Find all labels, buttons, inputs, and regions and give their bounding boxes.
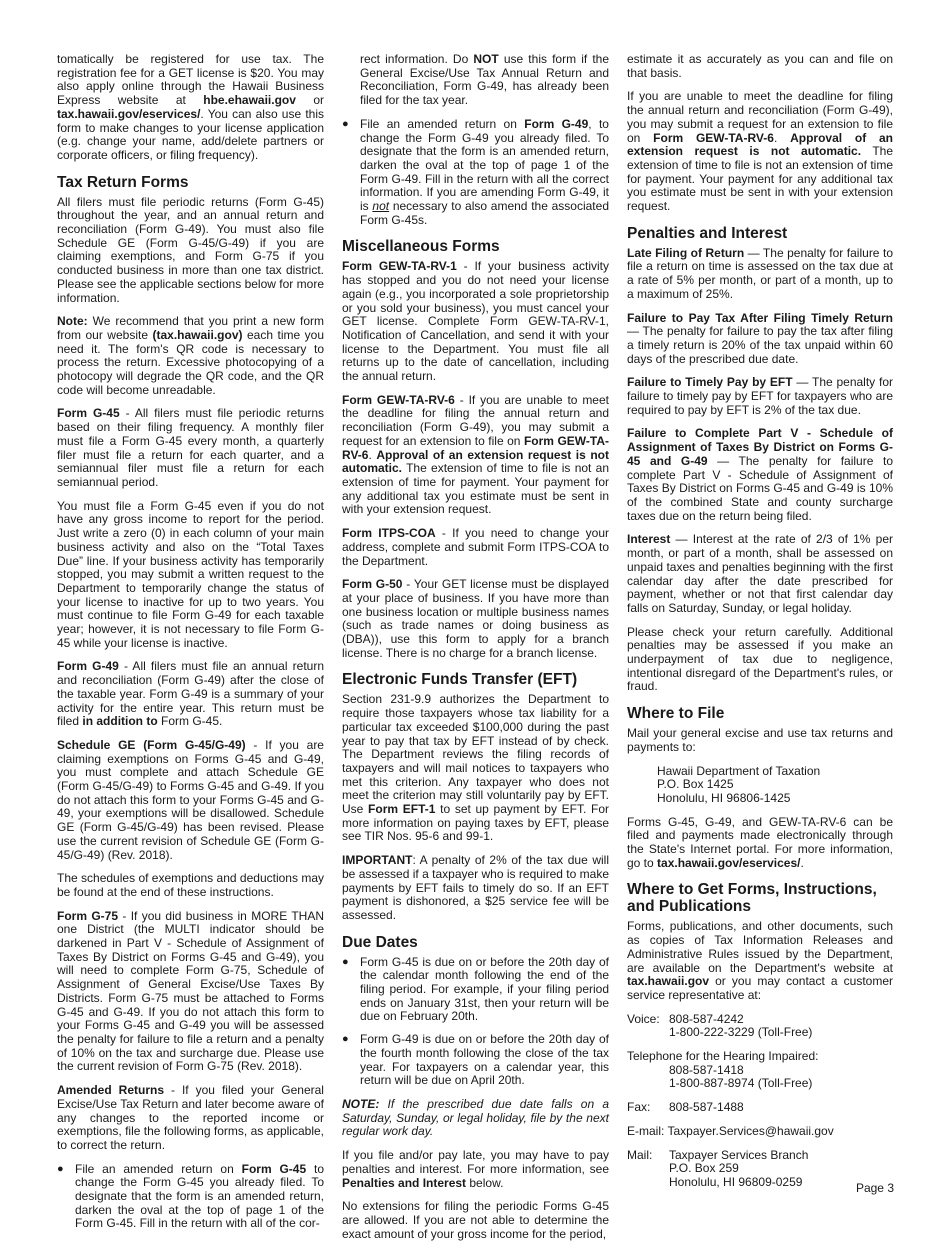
g50-paragraph: Form G-50 - Your GET license must be displayed at your place of business. If you have more than one business location or multiple business names (such as trade names or doing business as (DBA)), use this form to apply for a branch license. There is no charge for a branch license. <box>342 577 609 660</box>
penalties-heading: Penalties and Interest <box>627 224 788 242</box>
late-filing-paragraph: Late Filing of Return — The penalty for failure to file a return on time is assessed on the tax due at a rate of 5% per month, or part of a month, up to a maximum of 25%. <box>627 245 893 301</box>
intro-paragraph: tomatically be registered for use tax. The registration fee for a GET license is $20. You may also apply online through the Hawaii Business Express website at hbe.ehawaii.gov or tax.hawaii.gov/eservices/. You can also use this form to make changes to your license application (e.g. change your name, add/delete partners or corporate officers, or filing frequency). <box>57 52 324 162</box>
part-v-paragraph: Failure to Complete Part V - Schedule of Assignment of Taxes By District on Forms G-45 and G-49 — The penalty for failure to complete Part V - Schedule of Assignment of Taxes By District on Forms G-45 and G-49 is 10% of the combined State and county surcharge taxes due on the return being filed. <box>627 426 893 523</box>
important-paragraph: IMPORTANT: A penalty of 2% of the tax due will be assessed if a taxpayer who is required to make payments by EFT fails to timely do so. If an EFT payment is dishonored, a $25 service fee will be assessed. <box>342 853 609 922</box>
late-paragraph: If you file and/or pay late, you may have to pay penalties and interest. For more information, see Penalties and Interest below. <box>342 1148 609 1190</box>
interest-paragraph: Interest — Interest at the rate of 2/3 of 1% per month, or part of a month, shall be assessed on unpaid taxes and penalties beginning with the first calendar day after the date prescribed for payment, whether or not that first calendar day falls on Saturday, Sunday, or legal holiday. <box>627 532 893 615</box>
schedules-paragraph: The schedules of exemptions and deductions may be found at the end of these instructions. <box>57 871 324 899</box>
mail-contact: Mail: Taxpayer Services Branch P.O. Box 259 Honolulu, HI 96809-0259 <box>627 1147 809 1189</box>
due-dates-heading: Due Dates <box>342 933 418 951</box>
mail-intro: Mail your general excise and use tax returns and payments to: <box>627 726 893 754</box>
note-paragraph: Note: We recommend that you print a new form from our website (tax.hawaii.gov) each time you need it. The form's QR code is necessary to process the return. Excessive photocopying of a photocopy will degrade the QR code, and the QR code will become unreadable. <box>57 314 324 397</box>
hbe-link: hbe.ehawaii.gov <box>203 93 296 108</box>
itps-paragraph: Form ITPS-COA - If you need to change your address, complete and submit Form ITPS-COA to the Department. <box>342 526 610 568</box>
list-item: ● File an amended return on Form G-45 to change the Form G-45 you already filed. To designate that the form is an amended return, darken the oval at the top of page 1 of the Form G-45. Fill in the return with all of the cor- <box>57 1163 324 1232</box>
column-left <box>57 53 324 1241</box>
mailing-address: Hawaii Department of Taxation P.O. Box 1425 Honolulu, HI 96806-1425 <box>657 763 821 805</box>
list-item: ● Form G-45 is due on or before the 20th day of the calendar month following the end of the filing period. For example, if your filing period ends on January 31st, then your return will be due on February 20th. <box>342 956 609 1025</box>
due-date-note: NOTE: If the prescribed due date falls on a Saturday, Sunday, or legal holiday, file by the next regular work day. <box>342 1097 609 1139</box>
estimate-paragraph: estimate it as accurately as you can and file on that basis. <box>627 52 893 80</box>
where-to-get-heading: Where to Get Forms, Instructions, and Publications <box>627 881 877 916</box>
amended-returns-paragraph: Amended Returns - If you filed your General Excise/Use Tax Return and later become aware of any changes to the reported income or exemptions, file the following forms, as applicable, to correct the return. <box>57 1083 324 1152</box>
email-contact: E-mail: Taxpayer.Services@hawaii.gov <box>627 1123 834 1138</box>
fax-contact: Fax: 808-587-1488 <box>627 1100 744 1115</box>
zero-income-paragraph: You must file a Form G-45 even if you do not have any gross income to report for the period. Just write a zero (0) in each column of your main business activity and also on the “Total Taxes Due” line. If your business activity has temporarily stopped, you may submit a written request to the Department to temporarily change the status of your license to inactive for up to two years. You must continue to file Form G-49 for each taxable year; however, it is not necessary to file Form G-45 while your license is inactive. <box>57 498 324 650</box>
efile-paragraph: Forms G-45, G-49, and GEW-TA-RV-6 can be filed and payments made electronically through the State's Internet portal. For more information, go to tax.hawaii.gov/eservices/. <box>627 814 893 870</box>
form-g75-paragraph: Form G-75 - If you did business in MORE THAN one District (the MULTI indicator should be darkened in Part V - Schedule of Assignment of Taxes By District on Forms G-45 and G-49), you will need to complete Form G-75, Schedule of Assignment of General Excise/Use Taxes By Districts. Form G-75 must be attached to Forms G-45 and G-49. If you do not attach this form to your Forms G-45 and G-49 you will be assessed the penalty for failure to file a return and a penalty of 10% on the tax and surcharge due. Please use the current revision of Form G-75 (Rev. 2018). <box>57 908 324 1074</box>
form-g45-paragraph: Form G-45 - All filers must file periodic returns based on their filing frequency. A monthly filer must file a Form G-45 every month, a quarterly filer must file a return for each quarter, and a semiannual filer must file a return for each semiannual period. <box>57 406 325 489</box>
page-number: Page 3 <box>855 1181 894 1195</box>
check-paragraph: Please check your return carefully. Additional penalties may be assessed if you make an underpayment of tax due to negligence, intentional disregard of the Department's rules, or fraud. <box>627 624 893 694</box>
no-extensions-paragraph: No extensions for filing the periodic Forms G-45 are allowed. If you are not able to determine the exact amount of your gross income for the period, <box>342 1199 609 1241</box>
failure-eft-paragraph: Failure to Timely Pay by EFT — The penalty for failure to timely pay by EFT for taxpayers who are required to pay by EFT is 2% of the tax due. <box>627 375 893 417</box>
eft-heading: Electronic Funds Transfer (EFT) <box>342 671 578 689</box>
tax-return-forms-heading: Tax Return Forms <box>57 173 189 191</box>
failure-to-pay-paragraph: Failure to Pay Tax After Filing Timely Return — The penalty for failure to pay the tax after filing a timely return is 20% of the tax unpaid within 60 days of the prescribed due date. <box>627 310 893 366</box>
extension-paragraph: If you are unable to meet the deadline for filing the annual return and reconciliation (Form G-49), you may submit a request for an extension to file on Form GEW-TA-RV-6. Approval of an extension request is not automatic. The extension of time to file is not an extension of time for payment. Your payment for any additional tax you estimate must be sent in with your extension request. <box>627 89 894 214</box>
tty-contact: Telephone for the Hearing Impaired: 808-587-1418 1-800-887-8974 (Toll-Free) <box>627 1049 819 1091</box>
all-filers-paragraph: All filers must file periodic returns (Form G-45) throughout the year, and an annual return and reconciliation (Form G-49). You must also file Schedule GE (Form G-45/G-49) if you are claiming exemptions, and Form G-75 if you conducted business in more than one tax district. Please see the applicable sections below for more information. <box>57 194 324 305</box>
misc-forms-heading: Miscellaneous Forms <box>342 238 500 256</box>
column-middle <box>342 53 609 1251</box>
rv6-paragraph: Form GEW-TA-RV-6 - If you are unable to meet the deadline for filing the annual return and reconciliation (Form G-49), you may submit a request for an extension to file on Form GEW-TA-RV-6. Approval of an extension request is not automatic. The extension of time to file is not an extension of time for payment. Your payment for any additional tax you estimate must be sent in with your extension request. <box>342 392 610 517</box>
eft-paragraph: Section 231-9.9 authorizes the Department to require those taxpayers whose tax liability for a particular tax exceeded $100,000 during the past year to pay that tax by EFT instead of by check. The Department reviews the filing records of taxpayers and will mail notices to taxpayers who met this criterion. Any taxpayer who does not meet the criterion may still voluntarily pay by EFT. Use Form EFT-1 to set up payment by EFT. For more information on paying taxes by EFT, please see TIR Nos. 95-6 and 99-1. <box>342 692 609 844</box>
get-forms-paragraph: Forms, publications, and other documents, such as copies of Tax Information Releases and Administrative Rules issued by the Department, are available on the Department's website at tax.hawaii.gov or you may contact a customer service representative at: <box>627 919 893 1002</box>
list-item: ● File an amended return on Form G-49, to change the Form G-49 you already filed. To designate that the form is an amended return, darken the oval at the top of page 1 of the Form G-49. Fill in the return with all the correct information. If you are amending Form G-49, it is not necessary to also amend the associated Form G-45s. <box>342 118 609 228</box>
due-dates-list <box>342 956 609 1088</box>
schedule-ge-paragraph: Schedule GE (Form G-45/G-49) - If you are claiming exemptions on Forms G-45 and G-49, you must complete and attach Schedule GE (Form G-45/G-49) to Forms G-45 and G-49. If you do not attach this form to your Forms G-45 and G-49, your exemptions will be disallowed. Schedule GE (Form G-45/G-49) has been revised. Please use the current revision of Schedule GE (Form G-45/G-49) (Rev. 2018). <box>57 737 324 862</box>
bullet-continuation: rect information. Do NOT use this form if the General Excise/Use Tax Annual Return and Reconciliation, Form G-49, has already been filed for the tax year. <box>360 52 610 108</box>
voice-contact: Voice: 808-587-4242 1-800-222-3229 (Toll-Free) <box>627 1011 813 1040</box>
where-to-file-heading: Where to File <box>627 705 725 723</box>
column-right <box>627 53 893 1200</box>
eservices-link: tax.hawaii.gov/eservices/ <box>57 106 201 121</box>
form-g49-paragraph: Form G-49 - All filers must file an annual return and reconciliation (Form G-49) after the close of the taxable year. Form G-49 is a summary of your activity for the entire year. This return must be filed in addition to Form G-45. <box>57 659 324 729</box>
rv1-paragraph: Form GEW-TA-RV-1 - If your business activity has stopped and you do not need your license again (e.g., you incorporated a sole proprietorship or you sold your business), you must cancel your GET license. Complete Form GEW-TA-RV-1, Notification of Cancellation, and send it with your license to the Department. You must file all returns up to the date of cancellation, including the annual return. <box>342 259 609 384</box>
amended-list <box>57 1163 324 1232</box>
amended-list-cont <box>342 118 609 228</box>
list-item: ● Form G-49 is due on or before the 20th day of the fourth month following the close of the tax year. For taxpayers on a calendar year, this return will be due on April 20th. <box>342 1033 609 1088</box>
